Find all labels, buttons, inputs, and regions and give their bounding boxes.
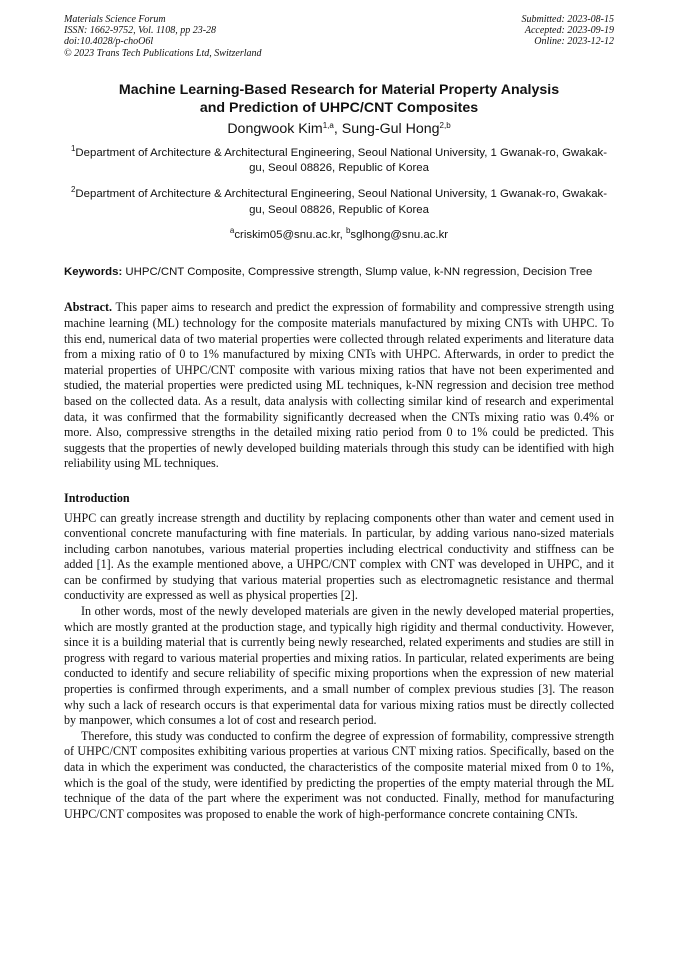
paper-title [64, 81, 614, 117]
email-b: sglhong@snu.ac.kr [350, 229, 449, 242]
affiliation-2-text: Department of Architecture & Architectural Engineering, Seoul National University, 1 Gwanak-ro, Gwakak-gu, Seoul 08826, Republic of Korea [75, 188, 608, 216]
doi-line: doi:10.4028/p-choO6l [64, 36, 154, 48]
keywords-label: Keywords: [64, 265, 123, 278]
intro-paragraph-2: In other words, most of the newly developed materials are given in the newly developed material properties, which are mostly granted at the production stage, and typically high rigidity and thermal conductivity. However, since it is a building material that is currently being newly researched, related experiments and studies are still in progress with regard to various material properties and mixing ratios. In particular, related experiments are being conducted to identify and secure reliability of specific mixing proportions when the expression of new material properties is confirmed through experiments, and a small number of complex previous studies [3]. The reason why such a lack of research occurs is that experimental data for various mixing ratios must be directly collected by manpower, which consumes a lot of cost and research period. [64, 604, 614, 728]
author-2: Sung-Gul Hong [341, 120, 440, 137]
title-line-2: and Prediction of UHPC/CNT Composites [199, 99, 479, 116]
paper-page [64, 14, 614, 822]
accepted-date: Accepted: 2023-09-19 [524, 25, 614, 37]
publication-info [64, 14, 262, 59]
title-line-1: Machine Learning-Based Research for Material Property Analysis [118, 81, 560, 98]
email-a-mark: a [229, 226, 235, 236]
journal-name: Materials Science Forum [64, 14, 166, 25]
author-list [64, 120, 614, 138]
abstract [64, 300, 614, 472]
affiliation-2 [64, 187, 614, 218]
journal-header [64, 14, 614, 59]
intro-paragraph-3: Therefore, this study was conducted to confirm the degree of expression of formability, compressive strength of UHPC/CNT composites exhibiting various properties at various CNT mixing ratios. Specifically, based on the data in which the experiment was conducted, the characteristics of the composite material mixed from 0 to 1%, which is the goal of the study, were identified by predicting the properties of the empty material through the ML technique of the data of the part where the experiment was not conducted. Finally, method for manufacturing UHPC/CNT composites was proposed to enable the work of high-performance concrete containing CNTs. [64, 728, 614, 821]
affiliation-1 [64, 143, 614, 177]
online-date: Online: 2023-12-12 [534, 36, 614, 48]
issn-line: ISSN: 1662-9752, Vol. 1108, pp 23-28 [64, 25, 217, 37]
author-1: Dongwook Kim [227, 120, 323, 137]
affiliation-1-mark: 1 [70, 143, 76, 153]
author-1-affiliation: 1,a [322, 120, 334, 130]
affiliation-1-text: Department of Architecture & Architectural Engineering, Seoul National University, 1 Gwanak-ro, Gwakak-gu, Seoul 08826, Republic of Korea [75, 146, 608, 175]
submitted-date: Submitted: 2023-08-15 [521, 14, 614, 25]
introduction-heading: Introduction [64, 490, 130, 505]
abstract-text: This paper aims to research and predict the expression of formability and compressive strength using machine learning (ML) technology for the composite materials manufactured by mixing CNTs with UHPC. To this end, numerical data of two material properties were collected through related experiments and literature data from a mixing ratio of 0 to 1% manufactured by mixing CNTs with UHPC. Afterwards, in order to predict the material properties of UHPC/CNT composite with various mixing ratios that have not been experimented and studied, the material properties were predicted using ML techniques, k-NN regression and decision tree method based on the collected data. As a result, data analysis with collecting similar kind of research and experimental data, it was confirmed that the formability significantly decreased when the CNTs mixing ratio was 0.4% or more. Also, compressive strengths in the detailed mixing ratio period from 0 to 1% could be predicted. This suggests that the properties of newly developed building materials through this study can be identified with high reliability using ML techniques. [64, 300, 614, 471]
author-2-affiliation: 2,b [439, 120, 451, 130]
intro-paragraph-1: UHPC can greatly increase strength and ductility by replacing components other than water and cement used in conventional concrete manufacturing with fine materials. In particular, by adding various nano-sized materials including carbon nanotubes, various material properties including electrical conductivity and stiffness can be added [1]. As the example mentioned above, a UHPC/CNT complex with CNT was developed in UHPC, and it can be confirmed by studying that various material properties such as electromagnetic resistance and thermal conductivity are expressed as well as physical properties [2]. [64, 510, 614, 603]
keywords-text: UHPC/CNT Composite, Compressive strength, Slump value, k-NN regression, Decision Tree [122, 265, 593, 278]
affiliation-2-mark: 2 [70, 185, 76, 194]
abstract-label: Abstract. [64, 300, 113, 315]
publication-dates [522, 14, 615, 59]
email-b-mark: b [345, 226, 351, 236]
email-separator: , [339, 229, 346, 242]
author-emails [64, 228, 614, 244]
keywords [64, 265, 614, 281]
email-a: criskim05@snu.ac.kr [234, 229, 340, 242]
copyright-line: © 2023 Trans Tech Publications Ltd, Switzerland [64, 47, 262, 59]
author-separator: , [333, 120, 342, 137]
introduction-body [64, 511, 614, 823]
